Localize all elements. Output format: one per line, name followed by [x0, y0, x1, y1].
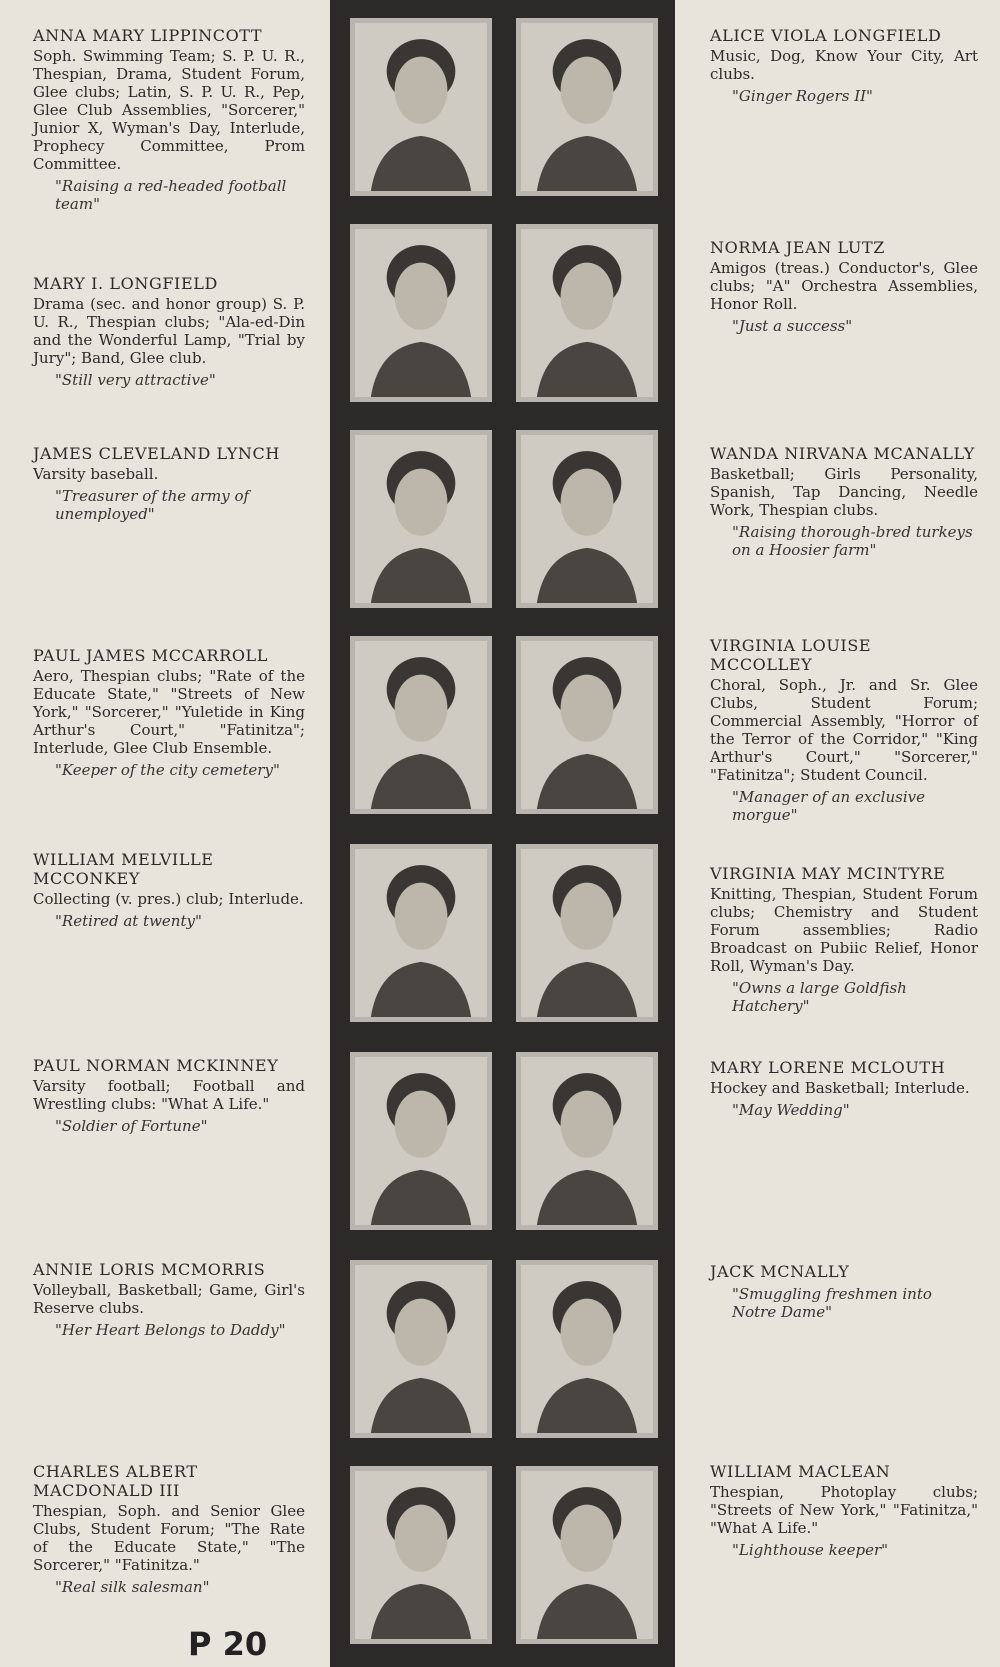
student-name: PAUL JAMES MCCARROLL	[33, 646, 269, 665]
student-activities: Hockey and Basketball; Interlude.	[710, 1079, 970, 1097]
entry-right-8	[710, 1462, 978, 1559]
student-portrait	[516, 18, 658, 196]
student-quote: "Keeper of the city cemetery"	[55, 761, 280, 779]
student-name: JACK MCNALLY	[710, 1262, 850, 1281]
entry-right-6	[710, 1058, 978, 1119]
student-activities: Thespian, Photoplay clubs; "Streets of New York," "Fatinitza," "What A Life."	[710, 1483, 978, 1537]
entry-left-4	[33, 646, 305, 779]
student-name: MARY LORENE MCLOUTH	[710, 1058, 946, 1077]
student-portrait	[350, 18, 492, 196]
student-portrait	[516, 1260, 658, 1438]
entry-right-2	[710, 238, 978, 335]
student-quote: "Raising a red-headed football team"	[55, 177, 287, 213]
entry-left-7	[33, 1260, 305, 1339]
student-quote: "Ginger Rogers II"	[732, 87, 873, 105]
student-quote: "Treasurer of the army of unemployed"	[55, 487, 250, 523]
student-activities: Soph. Swimming Team; S. P. U. R., Thespian, Drama, Student Forum, Glee clubs; Latin, S. P. U. R., Pep, Glee Club Assemblies, "Sorcerer," Junior X, Wyman's Day, Interlude, Prophecy Committee, Prom Committee.	[33, 47, 305, 173]
student-portrait	[350, 636, 492, 814]
student-name: ALICE VIOLA LONGFIELD	[710, 26, 942, 45]
entry-right-4	[710, 636, 978, 824]
student-activities: Thespian, Soph. and Senior Glee Clubs, Student Forum; "The Rate of the Educate State," "The Sorcerer," "Fatinitza."	[33, 1502, 305, 1574]
student-quote: "Smuggling freshmen into Notre Dame"	[732, 1285, 932, 1321]
student-activities: Aero, Thespian clubs; "Rate of the Educate State," "Streets of New York," "Sorcerer," "Yuletide in King Arthur's Court," "Fatinitza"; Interlude, Glee Club Ensemble.	[33, 667, 305, 757]
student-portrait	[516, 636, 658, 814]
entry-left-3	[33, 444, 305, 523]
student-quote: "Retired at twenty"	[55, 912, 202, 930]
student-name: PAUL NORMAN MCKINNEY	[33, 1056, 279, 1075]
student-portrait	[350, 224, 492, 402]
student-portrait	[516, 1052, 658, 1230]
student-portrait	[350, 844, 492, 1022]
entry-left-8	[33, 1462, 305, 1596]
student-activities: Varsity football; Football and Wrestling clubs: "What A Life."	[33, 1077, 305, 1113]
entry-left-2	[33, 274, 305, 389]
student-name: MARY I. LONGFIELD	[33, 274, 218, 293]
student-quote: "Real silk salesman"	[55, 1578, 210, 1596]
student-name: ANNIE LORIS MCMORRIS	[33, 1260, 266, 1279]
student-quote: "Just a success"	[732, 317, 853, 335]
entry-right-1	[710, 26, 978, 105]
student-quote: "Owns a large Goldfish Hatchery"	[732, 979, 907, 1015]
student-portrait	[350, 1466, 492, 1644]
student-name: ANNA MARY LIPPINCOTT	[33, 26, 263, 45]
student-portrait	[516, 844, 658, 1022]
student-activities: Knitting, Thespian, Student Forum clubs; Chemistry and Student Forum assemblies; Radio Broadcast on Pubiic Relief, Honor Roll, Wyman's Day.	[710, 885, 978, 975]
entry-right-5	[710, 864, 978, 1015]
student-quote: "May Wedding"	[732, 1101, 850, 1119]
entry-left-5	[33, 850, 305, 930]
student-name: VIRGINIA MAY MCINTYRE	[710, 864, 946, 883]
student-name: VIRGINIA LOUISE MCCOLLEY	[710, 636, 872, 674]
student-activities: Basketball; Girls Personality, Spanish, Tap Dancing, Needle Work, Thespian clubs.	[710, 465, 978, 519]
student-name: WILLIAM MELVILLE MCCONKEY	[33, 850, 214, 888]
student-activities: Volleyball, Basketball; Game, Girl's Reserve clubs.	[33, 1281, 305, 1317]
entry-left-1	[33, 26, 305, 213]
entry-right-7	[710, 1262, 978, 1321]
student-portrait	[350, 1260, 492, 1438]
student-portrait	[516, 430, 658, 608]
entry-right-3	[710, 444, 978, 559]
student-quote: "Her Heart Belongs to Daddy"	[55, 1321, 286, 1339]
entry-left-6	[33, 1056, 305, 1135]
student-activities: Choral, Soph., Jr. and Sr. Glee Clubs, Student Forum; Commercial Assembly, "Horror of the Terror of the Corridor," "King Arthur's Court," "Sorcerer," "Fatinitza"; Student Council.	[710, 676, 978, 784]
student-activities: Collecting (v. pres.) club; Interlude.	[33, 890, 304, 908]
student-portrait	[350, 430, 492, 608]
student-quote: "Still very attractive"	[55, 371, 216, 389]
student-quote: "Soldier of Fortune"	[55, 1117, 208, 1135]
student-quote: "Raising thorough-bred turkeys on a Hoosier farm"	[732, 523, 973, 559]
student-activities: Varsity baseball.	[33, 465, 159, 483]
student-name: CHARLES ALBERT MACDONALD III	[33, 1462, 198, 1500]
student-name: WANDA NIRVANA MCANALLY	[710, 444, 975, 463]
student-name: NORMA JEAN LUTZ	[710, 238, 885, 257]
student-name: WILLIAM MACLEAN	[710, 1462, 891, 1481]
student-quote: "Lighthouse keeper"	[732, 1541, 889, 1559]
student-portrait	[516, 224, 658, 402]
student-quote: "Manager of an exclusive morgue"	[732, 788, 925, 824]
student-portrait	[350, 1052, 492, 1230]
student-portrait	[516, 1466, 658, 1644]
student-activities: Drama (sec. and honor group) S. P. U. R., Thespian clubs; "Ala-ed-Din and the Wonderful Lamp, "Trial by Jury"; Band, Glee club.	[33, 295, 305, 367]
page-number: P 20	[188, 1625, 268, 1663]
student-name: JAMES CLEVELAND LYNCH	[33, 444, 280, 463]
student-activities: Amigos (treas.) Conductor's, Glee clubs; "A" Orchestra Assemblies, Honor Roll.	[710, 259, 978, 313]
student-activities: Music, Dog, Know Your City, Art clubs.	[710, 47, 978, 83]
